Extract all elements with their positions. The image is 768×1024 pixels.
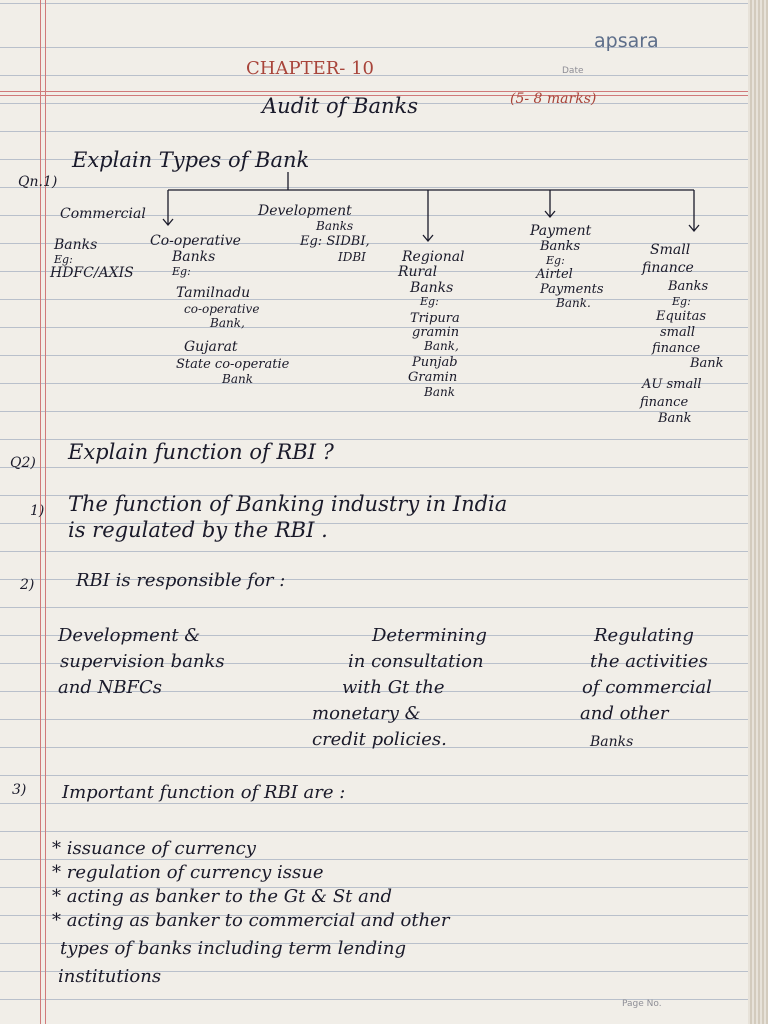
bank-type-cooperative-eg: Eg:: [172, 265, 191, 278]
responsibility-line: and NBFCs: [58, 677, 163, 698]
bank-type-payment-line: Banks: [540, 239, 581, 254]
bank-type-small-finance-example: AU small: [642, 377, 702, 392]
bank-type-cooperative-example: Bank,: [210, 316, 245, 330]
bank-type-small-finance-example: Bank: [690, 356, 724, 371]
bank-type-cooperative-example: Tamilnadu: [176, 285, 251, 301]
responsibility-line: Banks: [590, 734, 634, 750]
responsibility-line: the activities: [590, 651, 708, 672]
bank-type-regional-rural: Regional: [402, 249, 465, 265]
function-item-continued: institutions: [58, 966, 162, 987]
bank-type-development-line: Banks: [316, 219, 354, 233]
bank-type-payment-example: Payments: [540, 282, 604, 297]
point-number: 2): [20, 577, 35, 593]
responsibility-line: Regulating: [594, 625, 694, 646]
bank-type-commercial-line: Banks: [54, 237, 98, 253]
bank-type-small-finance-example: small: [660, 325, 696, 340]
bank-type-payment: Payment: [530, 223, 592, 239]
point-number: 3): [12, 782, 27, 798]
bank-type-small-finance-example: finance: [640, 395, 689, 410]
page-title: Audit of Banks: [262, 94, 419, 118]
q2-question: Explain function of RBI ?: [68, 440, 334, 464]
bank-type-regional-rural-eg: Eg:: [420, 295, 439, 308]
bank-type-payment-eg: Eg:: [546, 254, 565, 267]
bank-type-commercial-eg: Eg:: [54, 253, 73, 266]
point-text: The function of Banking industry in India: [68, 492, 508, 516]
q2-number: Q2): [10, 455, 36, 471]
bank-type-commercial-example: HDFC/AXIS: [50, 265, 134, 281]
responsibility-line: of commercial: [582, 677, 712, 698]
bank-type-regional-rural-line: Rural: [398, 264, 438, 280]
bank-type-cooperative-example: Bank: [222, 372, 253, 386]
bank-type-small-finance-line: Banks: [668, 279, 709, 294]
bank-type-small-finance-example: Bank: [658, 411, 692, 426]
responsibility-line: with Gt the: [342, 677, 445, 698]
function-item: * acting as banker to commercial and other: [52, 910, 450, 931]
bank-type-commercial: Commercial: [60, 206, 146, 222]
bank-type-development: Development: [258, 203, 352, 219]
point-number: 1): [30, 503, 45, 519]
responsibility-line: supervision banks: [60, 651, 225, 672]
responsibility-line: in consultation: [348, 651, 484, 672]
bank-type-regional-rural-example: Bank: [424, 385, 455, 399]
bank-type-cooperative: Co-operative: [150, 233, 241, 249]
bank-type-regional-rural-line: Banks: [410, 280, 454, 296]
bank-type-regional-rural-example: Tripura: [410, 311, 460, 326]
q1-question: Explain Types of Bank: [72, 148, 310, 172]
function-item: * issuance of currency: [52, 838, 256, 859]
bank-type-development-example: Eg: SIDBI,: [300, 234, 370, 249]
bank-type-small-finance-line: finance: [642, 260, 694, 276]
page-stack-edge: [748, 0, 768, 1024]
bank-type-cooperative-example: State co-operatie: [176, 357, 290, 372]
bank-type-cooperative-example: co-operative: [184, 302, 260, 316]
marks-note: (5- 8 marks): [510, 91, 597, 107]
function-item: * regulation of currency issue: [52, 862, 324, 883]
point-text: RBI is responsible for :: [76, 570, 286, 591]
bank-type-regional-rural-example: Gramin: [408, 370, 458, 385]
bank-type-small-finance: Small: [650, 242, 691, 258]
chapter-heading: CHAPTER- 10: [246, 58, 374, 79]
date-label: Date: [562, 66, 584, 76]
point-text: is regulated by the RBI .: [68, 518, 328, 542]
bank-type-payment-example: Airtel: [536, 267, 573, 282]
responsibility-line: credit policies.: [312, 729, 447, 750]
responsibility-line: Determining: [372, 625, 487, 646]
bank-type-cooperative-line: Banks: [172, 249, 216, 265]
responsibility-line: and other: [580, 703, 669, 724]
responsibility-line: monetary &: [312, 703, 421, 724]
bank-type-small-finance-example: finance: [652, 341, 701, 356]
bank-type-small-finance-eg: Eg:: [672, 295, 691, 308]
bank-type-development-example: IDBI: [338, 250, 366, 264]
bank-type-regional-rural-example: Bank,: [424, 339, 459, 353]
bank-type-regional-rural-example: gramin: [412, 325, 460, 340]
function-item: * acting as banker to the Gt & St and: [52, 886, 392, 907]
bank-type-regional-rural-example: Punjab: [412, 355, 458, 370]
bank-type-payment-example: Bank.: [556, 296, 591, 310]
bank-type-small-finance-example: Equitas: [656, 309, 706, 324]
bank-type-cooperative-example: Gujarat: [184, 339, 238, 355]
notebook-brand: apsara: [594, 30, 659, 52]
q1-number: Qn.1): [18, 174, 58, 190]
responsibility-line: Development &: [58, 625, 201, 646]
point-text: Important function of RBI are :: [62, 782, 346, 803]
page-number-label: Page No.: [622, 999, 662, 1009]
function-item-continued: types of banks including term lending: [60, 938, 407, 959]
